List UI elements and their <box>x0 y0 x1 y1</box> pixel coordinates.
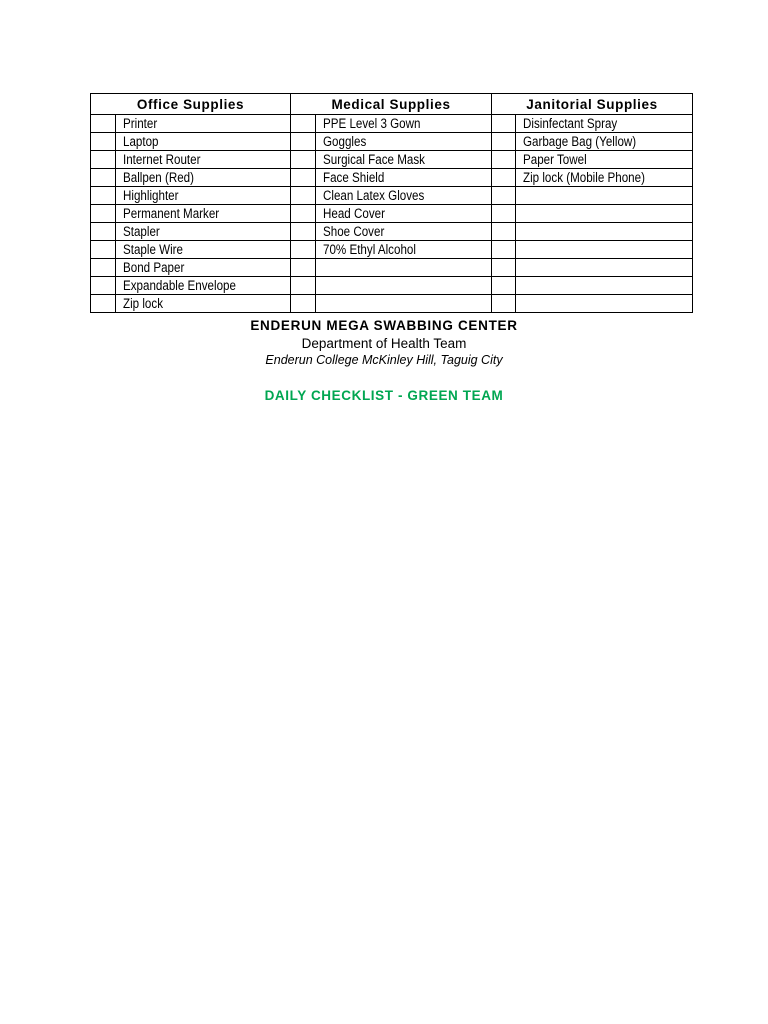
medical-checkbox-cell[interactable] <box>291 259 316 277</box>
janitorial-item-cell <box>516 115 693 133</box>
medical-checkbox-cell[interactable] <box>291 277 316 295</box>
office-item-cell <box>116 151 291 169</box>
medical-item-cell <box>316 295 492 313</box>
office-item-cell <box>116 259 291 277</box>
office-item-label: Stapler <box>123 224 160 239</box>
medical-item-label: Head Cover <box>323 206 385 221</box>
medical-checkbox-cell[interactable] <box>291 115 316 133</box>
janitorial-checkbox-cell[interactable] <box>492 151 516 169</box>
office-item-label: Ballpen (Red) <box>123 170 194 185</box>
office-checkbox-cell[interactable] <box>91 259 116 277</box>
medical-checkbox-cell[interactable] <box>291 187 316 205</box>
office-item-label: Expandable Envelope <box>123 278 236 293</box>
checklist-body <box>91 115 693 313</box>
office-item-cell <box>116 169 291 187</box>
janitorial-item-cell <box>516 169 693 187</box>
office-checkbox-cell[interactable] <box>91 151 116 169</box>
medical-item-label: Shoe Cover <box>323 224 385 239</box>
office-item-cell <box>116 223 291 241</box>
table-header-row <box>91 94 693 115</box>
janitorial-item-label: Zip lock (Mobile Phone) <box>523 170 645 185</box>
medical-item-cell <box>316 169 492 187</box>
office-checkbox-cell[interactable] <box>91 277 116 295</box>
medical-item-label: PPE Level 3 Gown <box>323 116 421 131</box>
janitorial-checkbox-cell[interactable] <box>492 169 516 187</box>
office-item-cell <box>116 133 291 151</box>
medical-item-label: Face Shield <box>323 170 385 185</box>
medical-item-label: Clean Latex Gloves <box>323 188 425 203</box>
checklist-title: DAILY CHECKLIST - GREEN TEAM <box>264 388 504 403</box>
office-checkbox-cell[interactable] <box>91 115 116 133</box>
table-row <box>91 151 693 169</box>
janitorial-item-cell <box>516 133 693 151</box>
janitorial-item-cell <box>516 259 693 277</box>
column-header-janitorial-supplies: Janitorial Supplies <box>492 94 693 115</box>
office-item-cell <box>116 295 291 313</box>
office-checkbox-cell[interactable] <box>91 223 116 241</box>
janitorial-item-label: Paper Towel <box>523 152 587 167</box>
medical-item-label: 70% Ethyl Alcohol <box>323 242 416 257</box>
medical-checkbox-cell[interactable] <box>291 151 316 169</box>
office-checkbox-cell[interactable] <box>91 205 116 223</box>
janitorial-item-label: Garbage Bag (Yellow) <box>523 134 637 149</box>
office-item-label: Zip lock <box>123 296 164 311</box>
janitorial-checkbox-cell[interactable] <box>492 277 516 295</box>
office-item-cell <box>116 115 291 133</box>
center-address: Enderun College McKinley Hill, Taguig City <box>265 353 503 367</box>
table-row <box>91 277 693 295</box>
table-row <box>91 223 693 241</box>
janitorial-checkbox-cell[interactable] <box>492 115 516 133</box>
janitorial-item-cell <box>516 295 693 313</box>
office-item-cell <box>116 241 291 259</box>
table-row <box>91 187 693 205</box>
office-item-label: Internet Router <box>123 152 201 167</box>
janitorial-item-cell <box>516 277 693 295</box>
office-checkbox-cell[interactable] <box>91 169 116 187</box>
office-item-cell <box>116 187 291 205</box>
medical-item-cell <box>316 223 492 241</box>
janitorial-item-cell <box>516 151 693 169</box>
center-title: ENDERUN MEGA SWABBING CENTER <box>250 318 518 333</box>
table-row <box>91 259 693 277</box>
medical-item-cell <box>316 259 492 277</box>
supplies-checklist-table <box>90 93 693 313</box>
janitorial-item-cell <box>516 241 693 259</box>
janitorial-checkbox-cell[interactable] <box>492 205 516 223</box>
table-row <box>91 295 693 313</box>
office-item-label: Highlighter <box>123 188 179 203</box>
medical-item-label: Surgical Face Mask <box>323 152 425 167</box>
medical-checkbox-cell[interactable] <box>291 205 316 223</box>
janitorial-item-label: Disinfectant Spray <box>523 116 618 131</box>
office-checkbox-cell[interactable] <box>91 187 116 205</box>
janitorial-checkbox-cell[interactable] <box>492 241 516 259</box>
medical-item-cell <box>316 205 492 223</box>
medical-item-cell <box>316 133 492 151</box>
janitorial-item-cell <box>516 187 693 205</box>
medical-checkbox-cell[interactable] <box>291 133 316 151</box>
janitorial-item-cell <box>516 205 693 223</box>
janitorial-checkbox-cell[interactable] <box>492 223 516 241</box>
medical-item-cell <box>316 187 492 205</box>
medical-item-cell <box>316 151 492 169</box>
office-item-label: Printer <box>123 116 158 131</box>
office-checkbox-cell[interactable] <box>91 241 116 259</box>
table-row <box>91 115 693 133</box>
medical-item-cell <box>316 241 492 259</box>
medical-item-label: Goggles <box>323 134 367 149</box>
column-header-medical-supplies: Medical Supplies <box>291 94 492 115</box>
table-row <box>91 169 693 187</box>
table-row <box>91 241 693 259</box>
office-item-label: Staple Wire <box>123 242 184 257</box>
table-row <box>91 133 693 151</box>
medical-checkbox-cell[interactable] <box>291 241 316 259</box>
office-checkbox-cell[interactable] <box>91 133 116 151</box>
janitorial-checkbox-cell[interactable] <box>492 133 516 151</box>
janitorial-checkbox-cell[interactable] <box>492 187 516 205</box>
medical-item-cell <box>316 277 492 295</box>
office-item-cell <box>116 277 291 295</box>
office-item-label: Bond Paper <box>123 260 185 275</box>
department-name: Department of Health Team <box>301 336 467 351</box>
medical-checkbox-cell[interactable] <box>291 223 316 241</box>
office-item-label: Permanent Marker <box>123 206 220 221</box>
office-item-cell <box>116 205 291 223</box>
medical-item-cell <box>316 115 492 133</box>
medical-checkbox-cell[interactable] <box>291 295 316 313</box>
column-header-office-supplies: Office Supplies <box>91 94 291 115</box>
janitorial-checkbox-cell[interactable] <box>492 259 516 277</box>
medical-checkbox-cell[interactable] <box>291 169 316 187</box>
table-row <box>91 205 693 223</box>
office-checkbox-cell[interactable] <box>91 295 116 313</box>
janitorial-checkbox-cell[interactable] <box>492 295 516 313</box>
janitorial-item-cell <box>516 223 693 241</box>
office-item-label: Laptop <box>123 134 159 149</box>
